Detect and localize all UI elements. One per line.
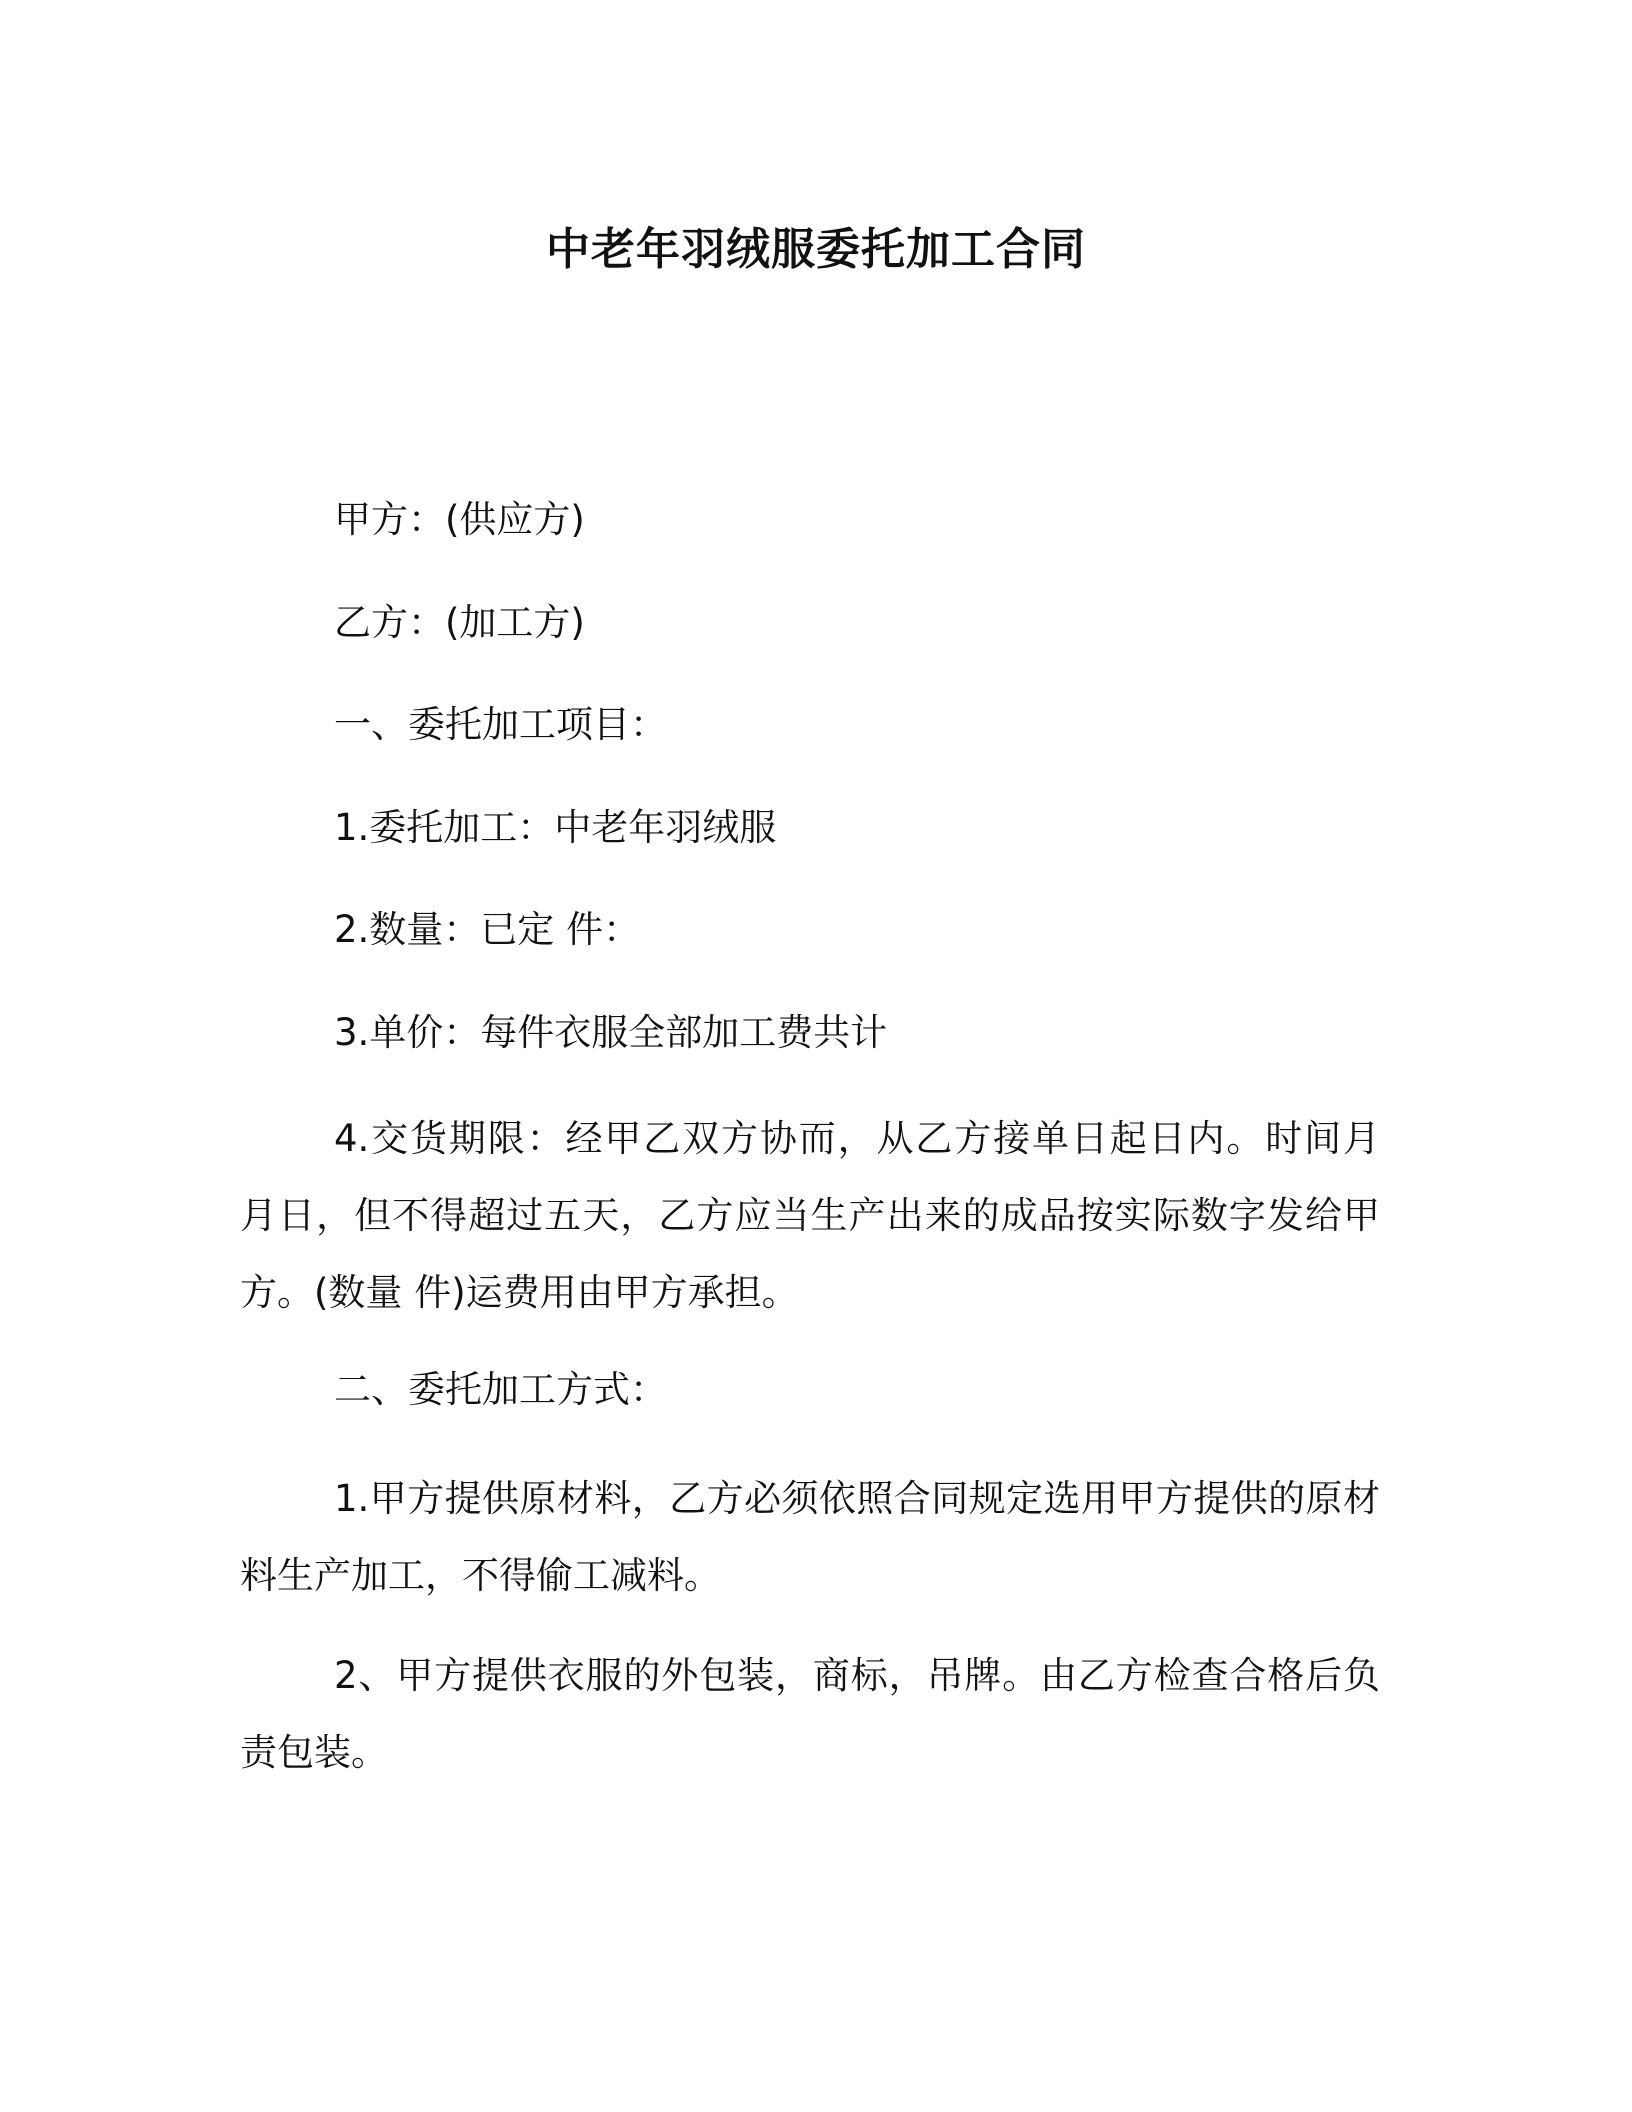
section-1-item-3: 3.单价：每件衣服全部加工费共计 [334, 1011, 888, 1054]
section-1-heading: 一、委托加工项目： [334, 703, 667, 746]
section-1-item-4: 4.交货期限：经甲乙双方协而，从乙方接单日起日内。时间月 月日，但不得超过五天，乙方应当生产出来的成品按实际数字发给甲方。(数量 件)运费用由甲方承担。 [240, 1117, 1380, 1314]
section-2-item-1: 1.甲方提供原材料，乙方必须依照合同规定选用甲方提供的原材料生产加工，不得偷工减料。 [240, 1477, 1380, 1597]
section-1-item-2: 2.数量：已定 件： [334, 908, 641, 951]
section-2-heading: 二、委托加工方式： [334, 1368, 667, 1411]
section-2-item-2: 2、甲方提供衣服的外包装，商标，吊牌。由乙方检查合格后负责包装。 [240, 1654, 1380, 1774]
party-a-line: 甲方：(供应方) [334, 498, 585, 541]
section-1-item-1: 1.委托加工：中老年羽绒服 [334, 806, 777, 849]
party-b-line: 乙方：(加工方) [334, 601, 585, 644]
document-title: 中老年羽绒服委托加工合同 [546, 224, 1086, 275]
